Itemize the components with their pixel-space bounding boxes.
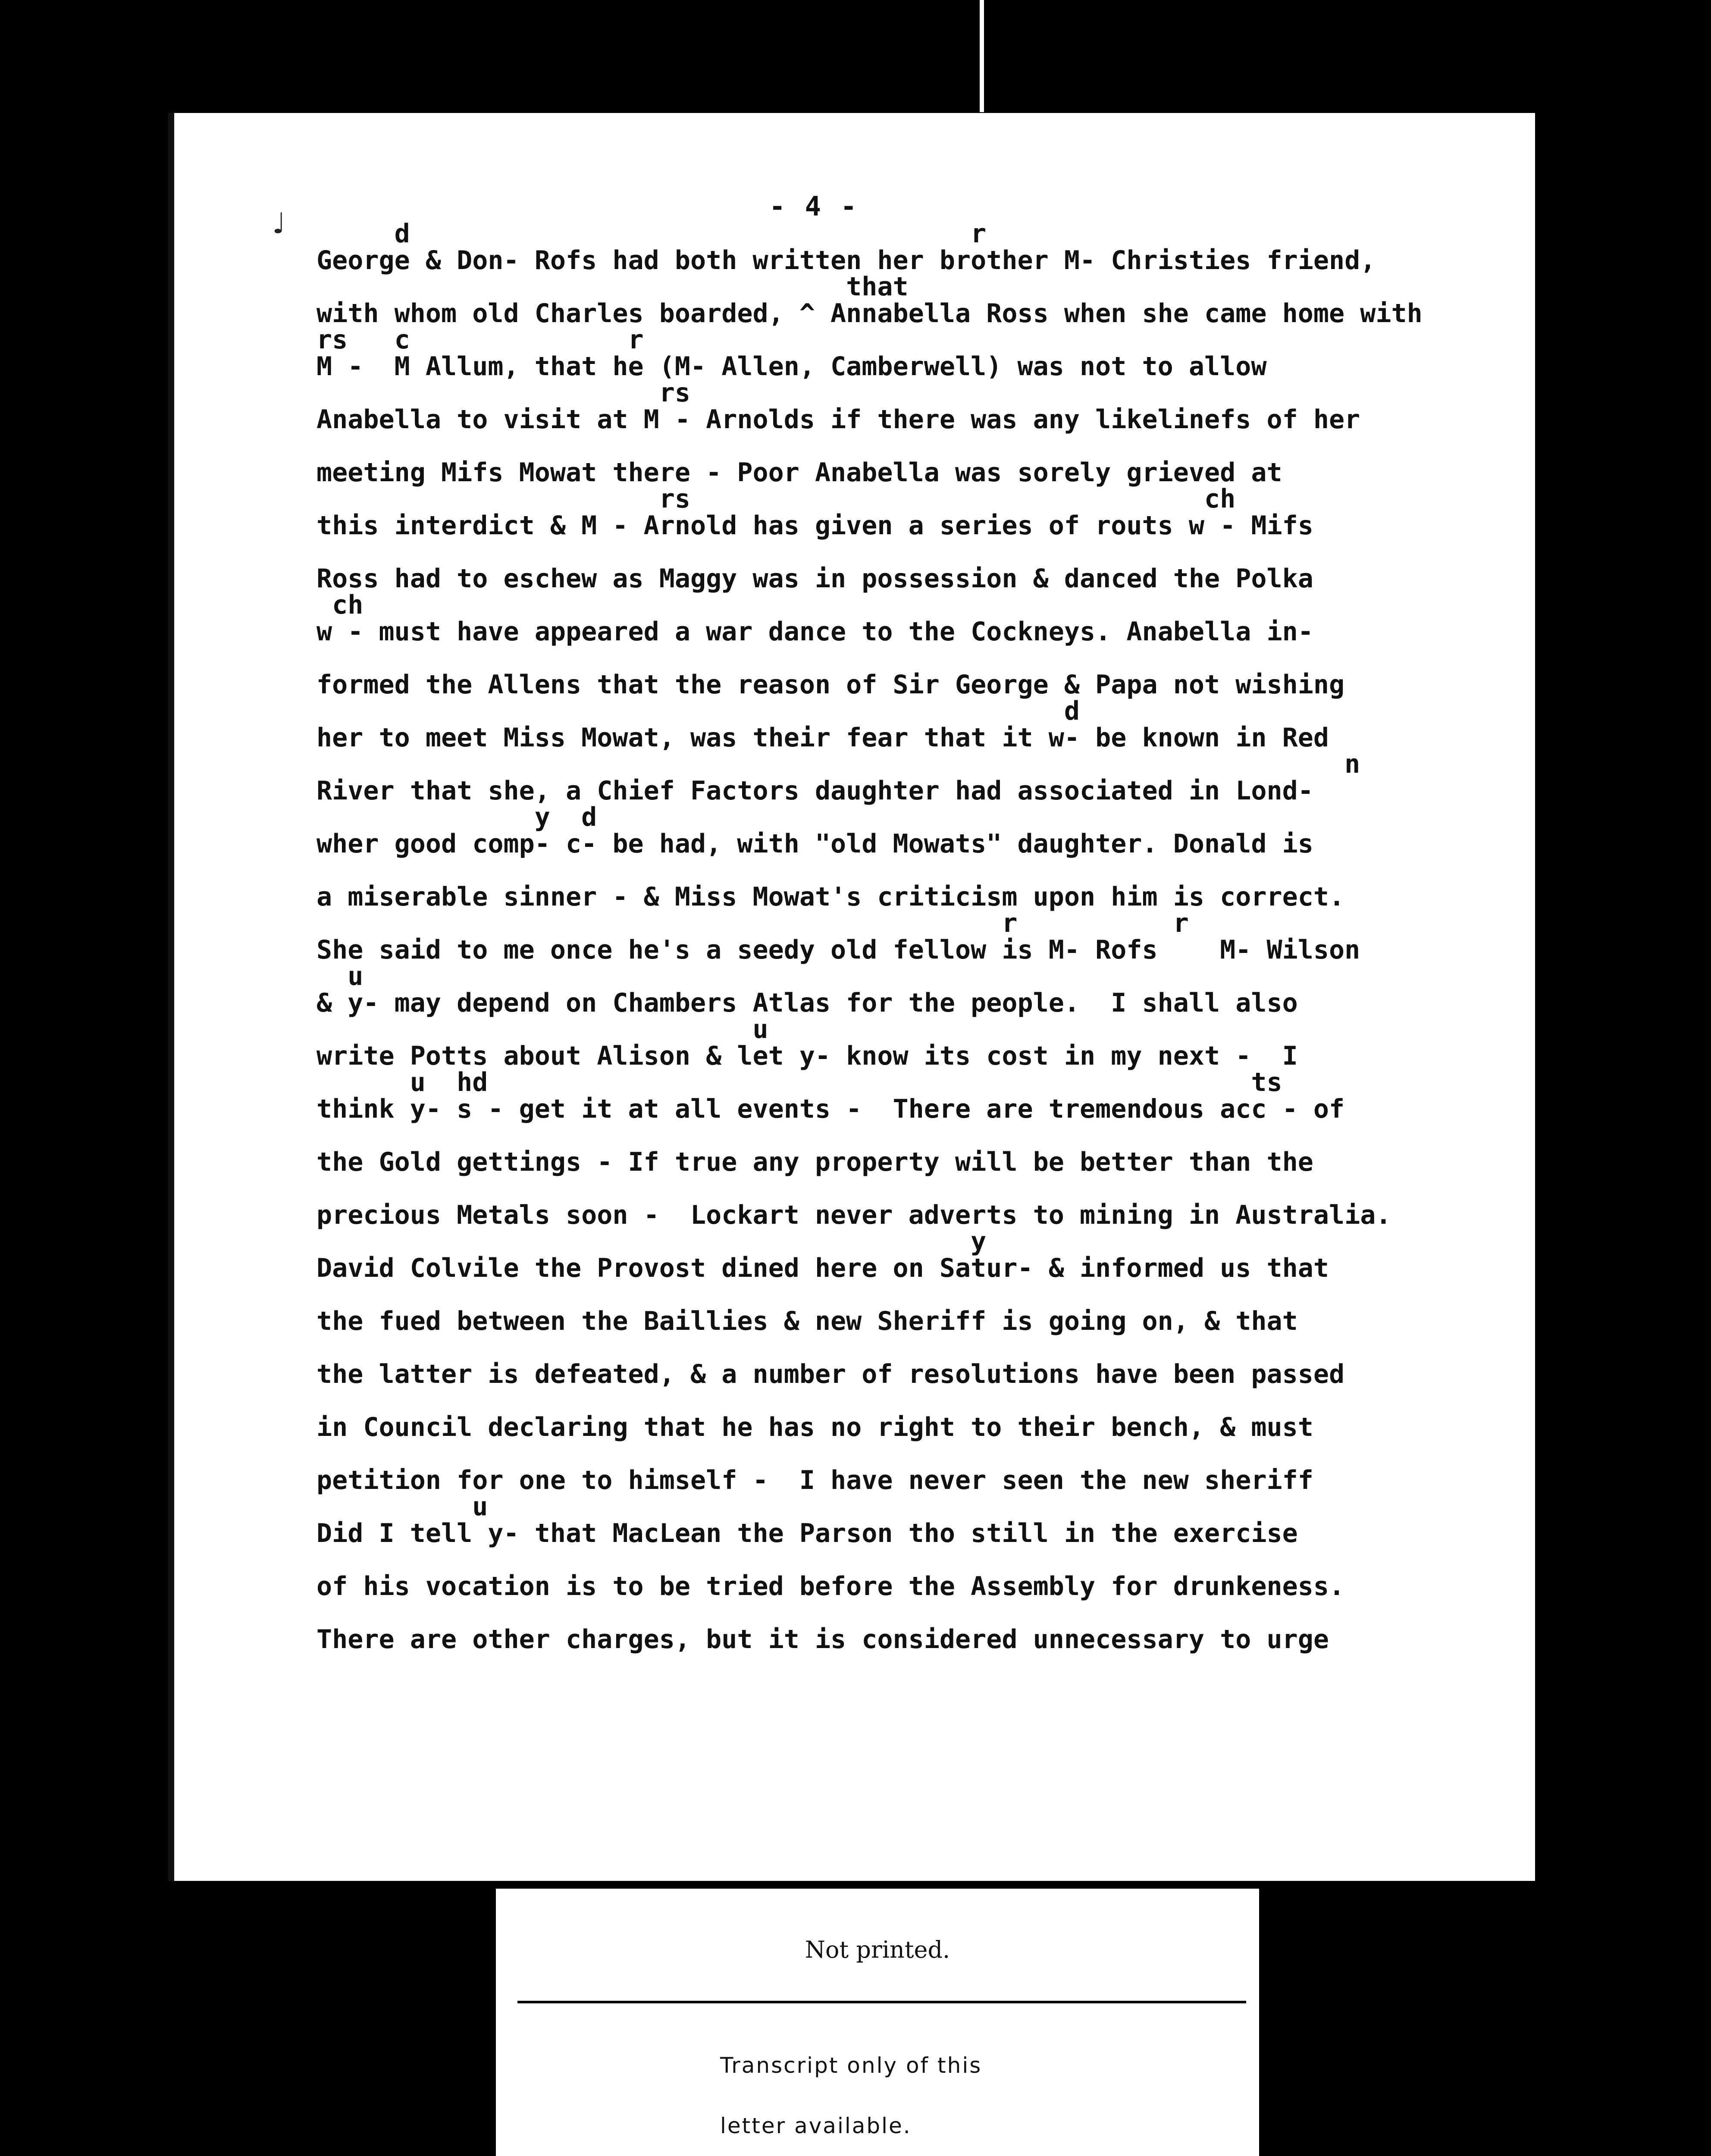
margin-mark-icon: ♩ <box>269 206 288 241</box>
page-number: - 4 - <box>769 191 859 222</box>
transcript-line: Transcript only of this <box>720 2053 982 2078</box>
transcript-note <box>720 2035 982 2156</box>
text-line: the fued between the Baillies & new Sheriff is going on, & that <box>317 1306 1298 1336</box>
text-line: w - must have appeared a war dance to the Cockneys. Anabella in- <box>317 616 1313 647</box>
text-line: meeting Mifs Mowat there - Poor Anabella was sorely grieved at <box>317 457 1282 488</box>
text-line: River that she, a Chief Factors daughter had associated in Lond- <box>317 775 1313 806</box>
text-line: formed the Allens that the reason of Sir George & Papa not wishing <box>317 669 1345 700</box>
text-line: Did I tell y- that MacLean the Parson tho still in the exercise <box>317 1518 1298 1548</box>
superscript-line: that <box>317 272 909 302</box>
text-line: the Gold gettings - If true any property will be better than the <box>317 1147 1313 1177</box>
superscript-line: d r <box>317 219 987 249</box>
text-line: a miserable sinner - & Miss Mowat's criticism upon him is correct. <box>317 881 1345 912</box>
text-line: M - M Allum, that he (M- Allen, Camberwell) was not to allow <box>317 351 1267 382</box>
superscript-line: r r <box>317 908 1189 938</box>
text-line: think y- s - get it at all events - There are tremendous acc - of <box>317 1094 1345 1124</box>
superscript-line: y <box>317 1226 987 1257</box>
superscript-line: u <box>317 961 364 991</box>
text-line: George & Don- Rofs had both written her brother M- Christies friend, <box>317 245 1376 276</box>
superscript-line: rs <box>317 378 690 408</box>
superscript-line: u hd ts <box>317 1067 1282 1097</box>
superscript-line <box>317 1335 1524 1361</box>
superscript-line: ch <box>317 590 364 620</box>
superscript-line <box>317 1175 1524 1202</box>
superscript-line <box>317 1547 1524 1573</box>
text-line: write Potts about Alison & let y- know its cost in my next - I <box>317 1040 1298 1071</box>
superscript-line <box>317 645 1524 672</box>
text-line: her to meet Miss Mowat, was their fear that it w- be known in Red <box>317 722 1329 753</box>
letter-body <box>317 221 1524 1653</box>
not-printed-label: Not printed. <box>805 1936 950 1963</box>
superscript-line <box>317 1388 1524 1414</box>
text-line: There are other charges, but it is considered unnecessary to urge <box>317 1624 1329 1655</box>
superscript-line: rs ch <box>317 484 1236 514</box>
superscript-line <box>317 1600 1524 1626</box>
text-line: petition for one to himself - I have never seen the new sheriff <box>317 1465 1313 1495</box>
text-line: She said to me once he's a seedy old fellow is M- Rofs M- Wilson <box>317 934 1360 965</box>
typed-letter-page <box>168 113 1535 1881</box>
superscript-line: y d <box>317 802 597 832</box>
superscript-line <box>317 1122 1524 1149</box>
text-line: David Colvile the Provost dined here on Satur- & informed us that <box>317 1253 1329 1283</box>
text-line: wher good comp- c- be had, with "old Mowats" daughter. Donald is <box>317 828 1313 859</box>
superscript-line: n <box>317 749 1360 779</box>
superscript-line <box>317 857 1524 884</box>
superscript-line <box>317 1441 1524 1467</box>
archive-note-card <box>496 1889 1259 2156</box>
text-line: with whom old Charles boarded, ^ Annabella Ross when she came home with <box>317 298 1423 329</box>
superscript-line: d <box>317 696 1080 726</box>
film-border-line <box>980 0 984 112</box>
card-divider <box>517 2001 1246 2003</box>
superscript-line: u <box>317 1492 488 1522</box>
superscript-line: rs c r <box>317 325 644 355</box>
superscript-line <box>317 539 1524 566</box>
text-line: the latter is defeated, & a number of resolutions have been passed <box>317 1359 1345 1389</box>
text-line: this interdict & M - Arnold has given a series of routs w - Mifs <box>317 510 1313 541</box>
text-line: & y- may depend on Chambers Atlas for the people. I shall also <box>317 987 1298 1018</box>
superscript-line <box>317 1282 1524 1308</box>
text-line: Anabella to visit at M - Arnolds if there was any likelinefs of her <box>317 404 1360 435</box>
text-line: of his vocation is to be tried before the Assembly for drunkeness. <box>317 1571 1345 1601</box>
transcript-line: letter available. <box>720 2113 912 2138</box>
superscript-line: u <box>317 1014 768 1044</box>
text-line: precious Metals soon - Lockart never adverts to mining in Australia. <box>317 1200 1391 1230</box>
text-line: in Council declaring that he has no right to their bench, & must <box>317 1412 1313 1442</box>
superscript-line <box>317 433 1524 460</box>
text-line: Ross had to eschew as Maggy was in possession & danced the Polka <box>317 563 1313 594</box>
